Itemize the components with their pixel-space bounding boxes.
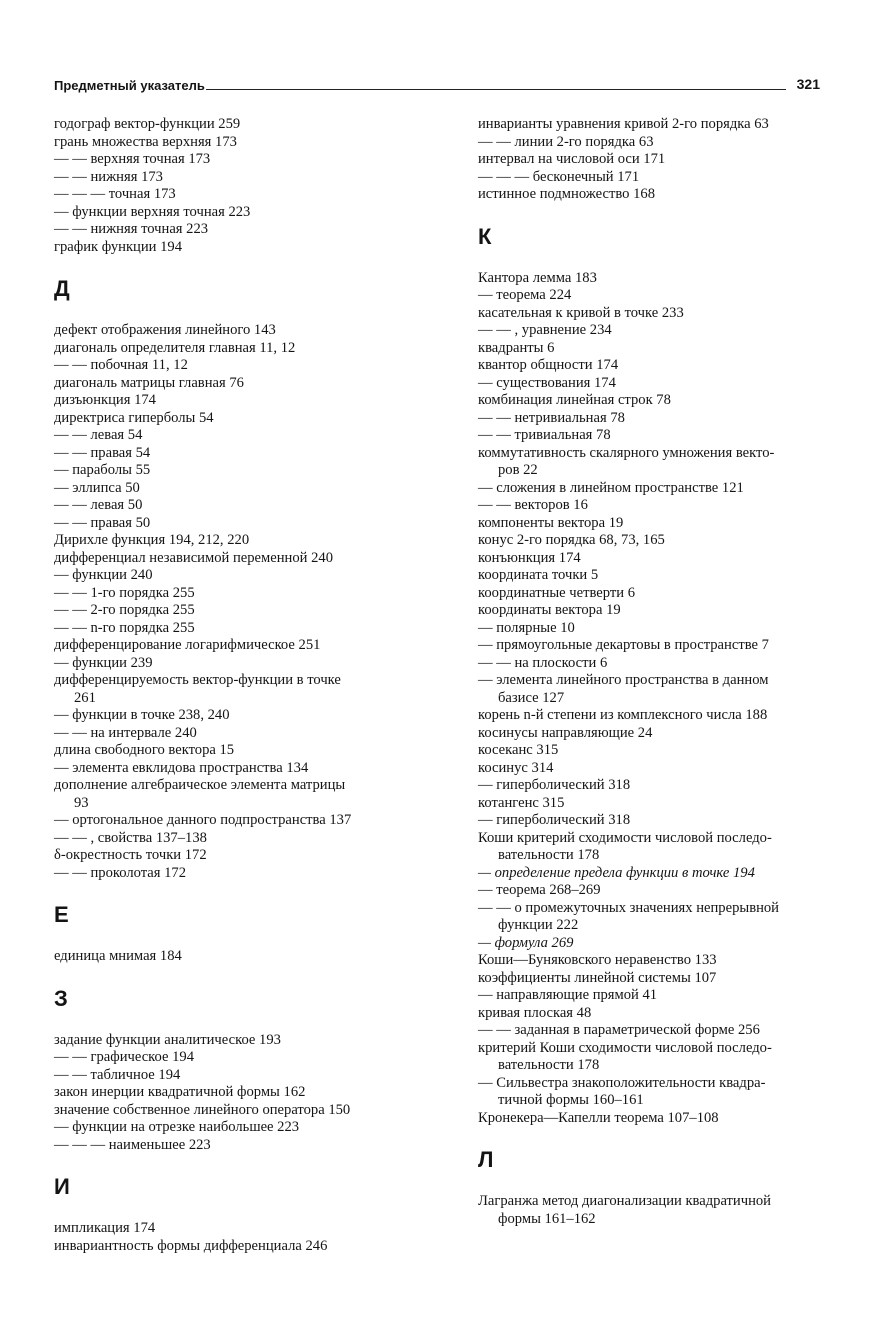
index-entry: компоненты вектора 19 (478, 514, 624, 531)
index-entry: инвариантность формы дифференциала 246 (54, 1237, 328, 1254)
section-letter: Д (54, 276, 70, 301)
section-spacer (54, 966, 404, 986)
index-entry: координата точки 5 (478, 567, 599, 583)
index-entry: инварианты уравнения кривой 2-го порядка 63 (478, 116, 769, 132)
section-spacer (54, 256, 404, 276)
index-entry: — параболы 55 (54, 462, 151, 478)
index-entry: коэффициенты линейной системы 107 (478, 969, 717, 986)
index-entry: — теорема 224 (478, 287, 572, 303)
index-entry: Коши—Буняковского неравенство 133 (478, 952, 717, 968)
index-entry: Кронекера—Капелли теорема 107–108 (478, 1109, 719, 1126)
index-entry: — — — бесконечный 171 (478, 168, 640, 185)
index-entry: Лагранжа метод диагонализации квадратичной (478, 1193, 771, 1209)
section-spacer (54, 1012, 404, 1032)
index-entry: квантор общности 174 (478, 357, 619, 373)
index-entry: — — на плоскости 6 (478, 654, 608, 671)
index-entry: диагональ определителя главная 11, 12 (54, 339, 296, 356)
section-letter: З (54, 985, 68, 1011)
index-entry: критерий Коши сходимости числовой последо- (478, 1039, 772, 1056)
section-letter: Л (478, 1147, 494, 1172)
index-entry: интервал на числовой оси 171 (478, 151, 666, 167)
index-entry: конъюнкция 174 (478, 549, 581, 566)
running-header (54, 76, 820, 96)
section-letter: И (54, 1174, 70, 1199)
index-entry: Дирихле функция 194, 212, 220 (54, 532, 250, 548)
index-entry: конус 2-го порядка 68, 73, 165 (478, 532, 665, 548)
index-entry: — гиперболический 318 (478, 812, 631, 828)
index-entry: — — верхняя точная 173 (54, 151, 211, 167)
index-entry: — определение предела функции в точке 194 (478, 864, 755, 881)
index-entry: — прямоугольные декартовы в пространстве 7 (478, 637, 769, 653)
index-entry: — элемента линейного пространства в данном (478, 672, 769, 688)
index-entry: квадранты 6 (478, 339, 555, 356)
index-entry: корень n-й степени из комплексного числа 188 (478, 707, 768, 723)
index-entry: — формула 269 (478, 934, 574, 951)
index-entry: — — — наименьшее 223 (54, 1136, 211, 1153)
index-entry: — — проколотая 172 (54, 864, 187, 881)
left-column (54, 116, 404, 1255)
index-entry: дизъюнкция 174 (54, 392, 156, 408)
index-entry: грань множества верхняя 173 (54, 133, 237, 150)
index-entry: — функции 239 (54, 654, 153, 671)
section-spacer (54, 1200, 404, 1220)
index-entry: — функции верхняя точная 223 (54, 203, 251, 220)
index-entry: — элемента евклидова пространства 134 (54, 759, 309, 776)
index-entry: — существования 174 (478, 374, 616, 391)
section-letter: Е (54, 902, 69, 927)
index-entry: кривая плоская 48 (478, 1004, 592, 1021)
index-entry: — — — точная 173 (54, 186, 176, 202)
index-entry: — теорема 268–269 (478, 882, 601, 898)
index-entry: годограф вектор-функции 259 (54, 116, 241, 132)
index-entry: — — табличное 194 (54, 1066, 181, 1083)
index-entry: — функции на отрезке наибольшее 223 (54, 1119, 300, 1135)
index-entry: импликация 174 (54, 1220, 156, 1236)
index-entry: единица мнимая 184 (54, 948, 182, 964)
index-entry: Кантора лемма 183 (478, 269, 597, 286)
index-entry: — — линии 2-го порядка 63 (478, 133, 654, 150)
index-entry: — направляющие прямой 41 (478, 987, 658, 1003)
section-spacer (478, 1173, 828, 1193)
section-letter: К (478, 223, 492, 249)
index-entry: — — левая 50 (54, 497, 143, 513)
section-spacer (54, 928, 404, 948)
index-entry-continuation: вательности 178 (498, 1057, 600, 1073)
header-title: Предметный указатель (54, 78, 205, 93)
index-entry: — эллипса 50 (54, 479, 140, 496)
index-entry: диагональ матрицы главная 76 (54, 374, 244, 391)
index-entry: — гиперболический 318 (478, 777, 631, 793)
index-entry: дефект отображения линейного 143 (54, 322, 276, 338)
index-entry-continuation: тичной формы 160–161 (498, 1092, 644, 1108)
index-entry-continuation: функции 222 (498, 917, 579, 933)
index-entry: — — побочная 11, 12 (54, 357, 188, 373)
index-entry: — — нижняя точная 223 (54, 221, 209, 237)
index-entry: — — векторов 16 (478, 497, 588, 513)
section-spacer (478, 1127, 828, 1147)
index-entry: косинус 314 (478, 759, 554, 776)
section-spacer (54, 882, 404, 902)
index-entry: касательная к кривой в точке 233 (478, 304, 684, 321)
index-entry: коммутативность скалярного умножения векто- (478, 444, 775, 461)
index-entry: — — правая 50 (54, 514, 151, 531)
section-spacer (54, 1154, 404, 1174)
index-entry: задание функции аналитическое 193 (54, 1031, 281, 1048)
index-entry-continuation: базисе 127 (498, 689, 565, 706)
index-entry-continuation: 93 (74, 794, 89, 811)
index-entry: длина свободного вектора 15 (54, 742, 235, 758)
index-entry: дополнение алгебраическое элемента матрицы (54, 777, 346, 793)
index-entry: закон инерции квадратичной формы 162 (54, 1084, 306, 1100)
index-entry: дифференциал независимой переменной 240 (54, 549, 334, 566)
index-entry: — ортогональное данного подпространства 137 (54, 812, 352, 828)
index-entry: дифференцирование логарифмическое 251 (54, 637, 321, 653)
index-entry: — — на интервале 240 (54, 724, 197, 741)
index-entry: координаты вектора 19 (478, 602, 621, 618)
page-number: 321 (796, 76, 820, 92)
index-entry: — — n-го порядка 255 (54, 619, 195, 636)
index-entry: — — , свойства 137–138 (54, 829, 207, 846)
index-entry: — — правая 54 (54, 444, 151, 461)
index-entry: дифференцируемость вектор-функции в точке (54, 672, 341, 688)
index-entry: косеканс 315 (478, 742, 559, 758)
index-entry-continuation: вательности 178 (498, 847, 600, 863)
index-entry: котангенс 315 (478, 794, 565, 811)
index-entry: — — 1-го порядка 255 (54, 584, 195, 601)
section-spacer (54, 302, 404, 322)
index-entry-continuation: 261 (74, 689, 96, 706)
index-entry-continuation: формы 161–162 (498, 1210, 596, 1227)
index-entry: — — графическое 194 (54, 1049, 195, 1065)
index-entry: косинусы направляющие 24 (478, 724, 653, 741)
index-entry: — сложения в линейном пространстве 121 (478, 479, 744, 496)
index-entry: — — левая 54 (54, 427, 143, 443)
index-entry: — — нижняя 173 (54, 168, 163, 185)
index-entry: — — о промежуточных значениях непрерывной (478, 899, 779, 916)
index-entry: значение собственное линейного оператора 150 (54, 1101, 351, 1118)
index-entry: — — тривиальная 78 (478, 427, 611, 443)
index-entry: — функции 240 (54, 567, 153, 583)
index-entry: — Сильвестра знакоположительности квадра- (478, 1074, 766, 1091)
index-entry: — — нетривиальная 78 (478, 409, 625, 426)
index-entry: — полярные 10 (478, 619, 575, 636)
index-entry-continuation: ров 22 (498, 462, 538, 478)
section-spacer (478, 250, 828, 270)
index-entry: — — 2-го порядка 255 (54, 602, 195, 618)
index-entry: истинное подмножество 168 (478, 186, 655, 202)
index-entry: график функции 194 (54, 238, 183, 255)
index-entry: директриса гиперболы 54 (54, 409, 214, 426)
index-entry: — — заданная в параметрической форме 256 (478, 1022, 760, 1038)
index-entry: — — , уравнение 234 (478, 322, 612, 338)
index-entry: координатные четверти 6 (478, 584, 636, 601)
index-entry: Коши критерий сходимости числовой последо- (478, 829, 772, 846)
index-entry: комбинация линейная строк 78 (478, 392, 671, 408)
index-entry: — функции в точке 238, 240 (54, 707, 230, 723)
right-column (478, 116, 828, 1228)
index-entry: δ-окрестность точки 172 (54, 847, 207, 863)
section-spacer (478, 204, 828, 224)
header-rule (206, 89, 786, 90)
